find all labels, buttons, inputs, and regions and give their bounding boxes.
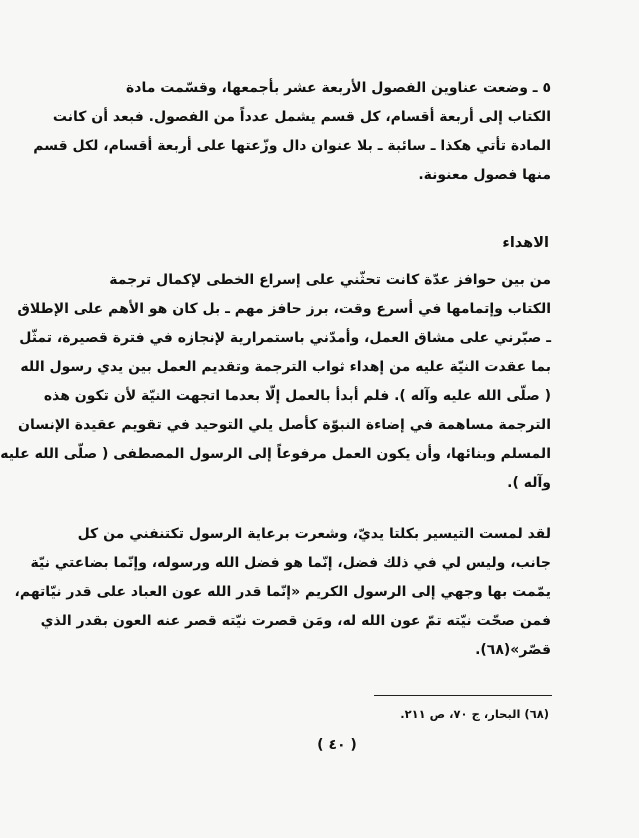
paragraph-line: الكتاب وإتمامها في أسرع وقت، برز حافز مهم ـ بل كان هو الأهم على الإطلاق [17, 301, 551, 317]
footnote-divider [374, 695, 552, 696]
paragraph-line: الترجمة مساهمة في إضاءة النبوّة كأصل يلي التوحيد في تقويم عقيدة الإنسان [18, 417, 551, 433]
paragraph-line: بما عقدت النيّة عليه من إهداء ثواب الترجمة وتقديم العمل بين يدي رسول الله [20, 359, 551, 375]
page-number: ( ٤٠ ) [317, 737, 357, 753]
section-heading: الاهداء [502, 235, 549, 251]
paragraph-line: وآله ). [507, 475, 551, 491]
paragraph-line: المادة تأتي هكذا ـ سائبة ـ بلا عنوان دال وزّعتها على أربعة أقسام، لكل قسم [33, 138, 551, 154]
paragraph-line: المسلم وبنائها، وأن يكون العمل مرفوعاً إلى الرسول المصطفى ( صلّى الله عليه [0, 446, 551, 462]
paragraph-line: فمن صحّت نيّته تمّ عون الله له، ومَن قصرت نيّته قصر عنه العون بقدر الذي [40, 613, 551, 629]
paragraph-line: ٥ ـ وضعت عناوين الفصول الأربعة عشر بأجمعها، وقسّمت مادة [126, 80, 551, 96]
paragraph-line: من بين حوافز عدّة كانت تحثّني على إسراع الخطى لإكمال ترجمة [109, 272, 551, 288]
paragraph-line: منها فصول معنونة. [418, 167, 551, 183]
closing-paragraph [14, 520, 551, 665]
paragraph-line: ـ صبّرني على مشاق العمل، وأمدّني باستمرارية لإنجازه في فترة قصيرة، تمثّل [19, 330, 551, 346]
paragraph-line: ( صلّى الله عليه وآله ). فلم أبدأ بالعمل إلّا بعدما اتجهت النيّة لأن تكون هذه [43, 388, 551, 404]
paragraph-line: الكتاب إلى أربعة أقسام، كل قسم يشمل عدداً من الفصول. فبعد أن كانت [52, 109, 551, 125]
footnote: (٦٨) البحار، ج ٧٠، ص ٢١١. [400, 707, 549, 721]
dedication-paragraph [0, 266, 551, 498]
paragraph-line: يمّمت بها وجهي إلى الرسول الكريم «إنّما قدر الله عون العباد على قدر نيّاتهم، [14, 584, 551, 600]
paragraph-line: قصّر»(٦٨). [475, 642, 551, 658]
paragraph-line: جانب، وليس لي في ذلك فضل، إنّما هو فضل الله ورسوله، وإنّما بضاعتي نيّة [30, 555, 551, 571]
section-5-paragraph [33, 74, 551, 190]
paragraph-line: لقد لمست التيسير بكلتا يديّ، وشعرت برعاية الرسول تكتنفني من كل [77, 526, 551, 542]
